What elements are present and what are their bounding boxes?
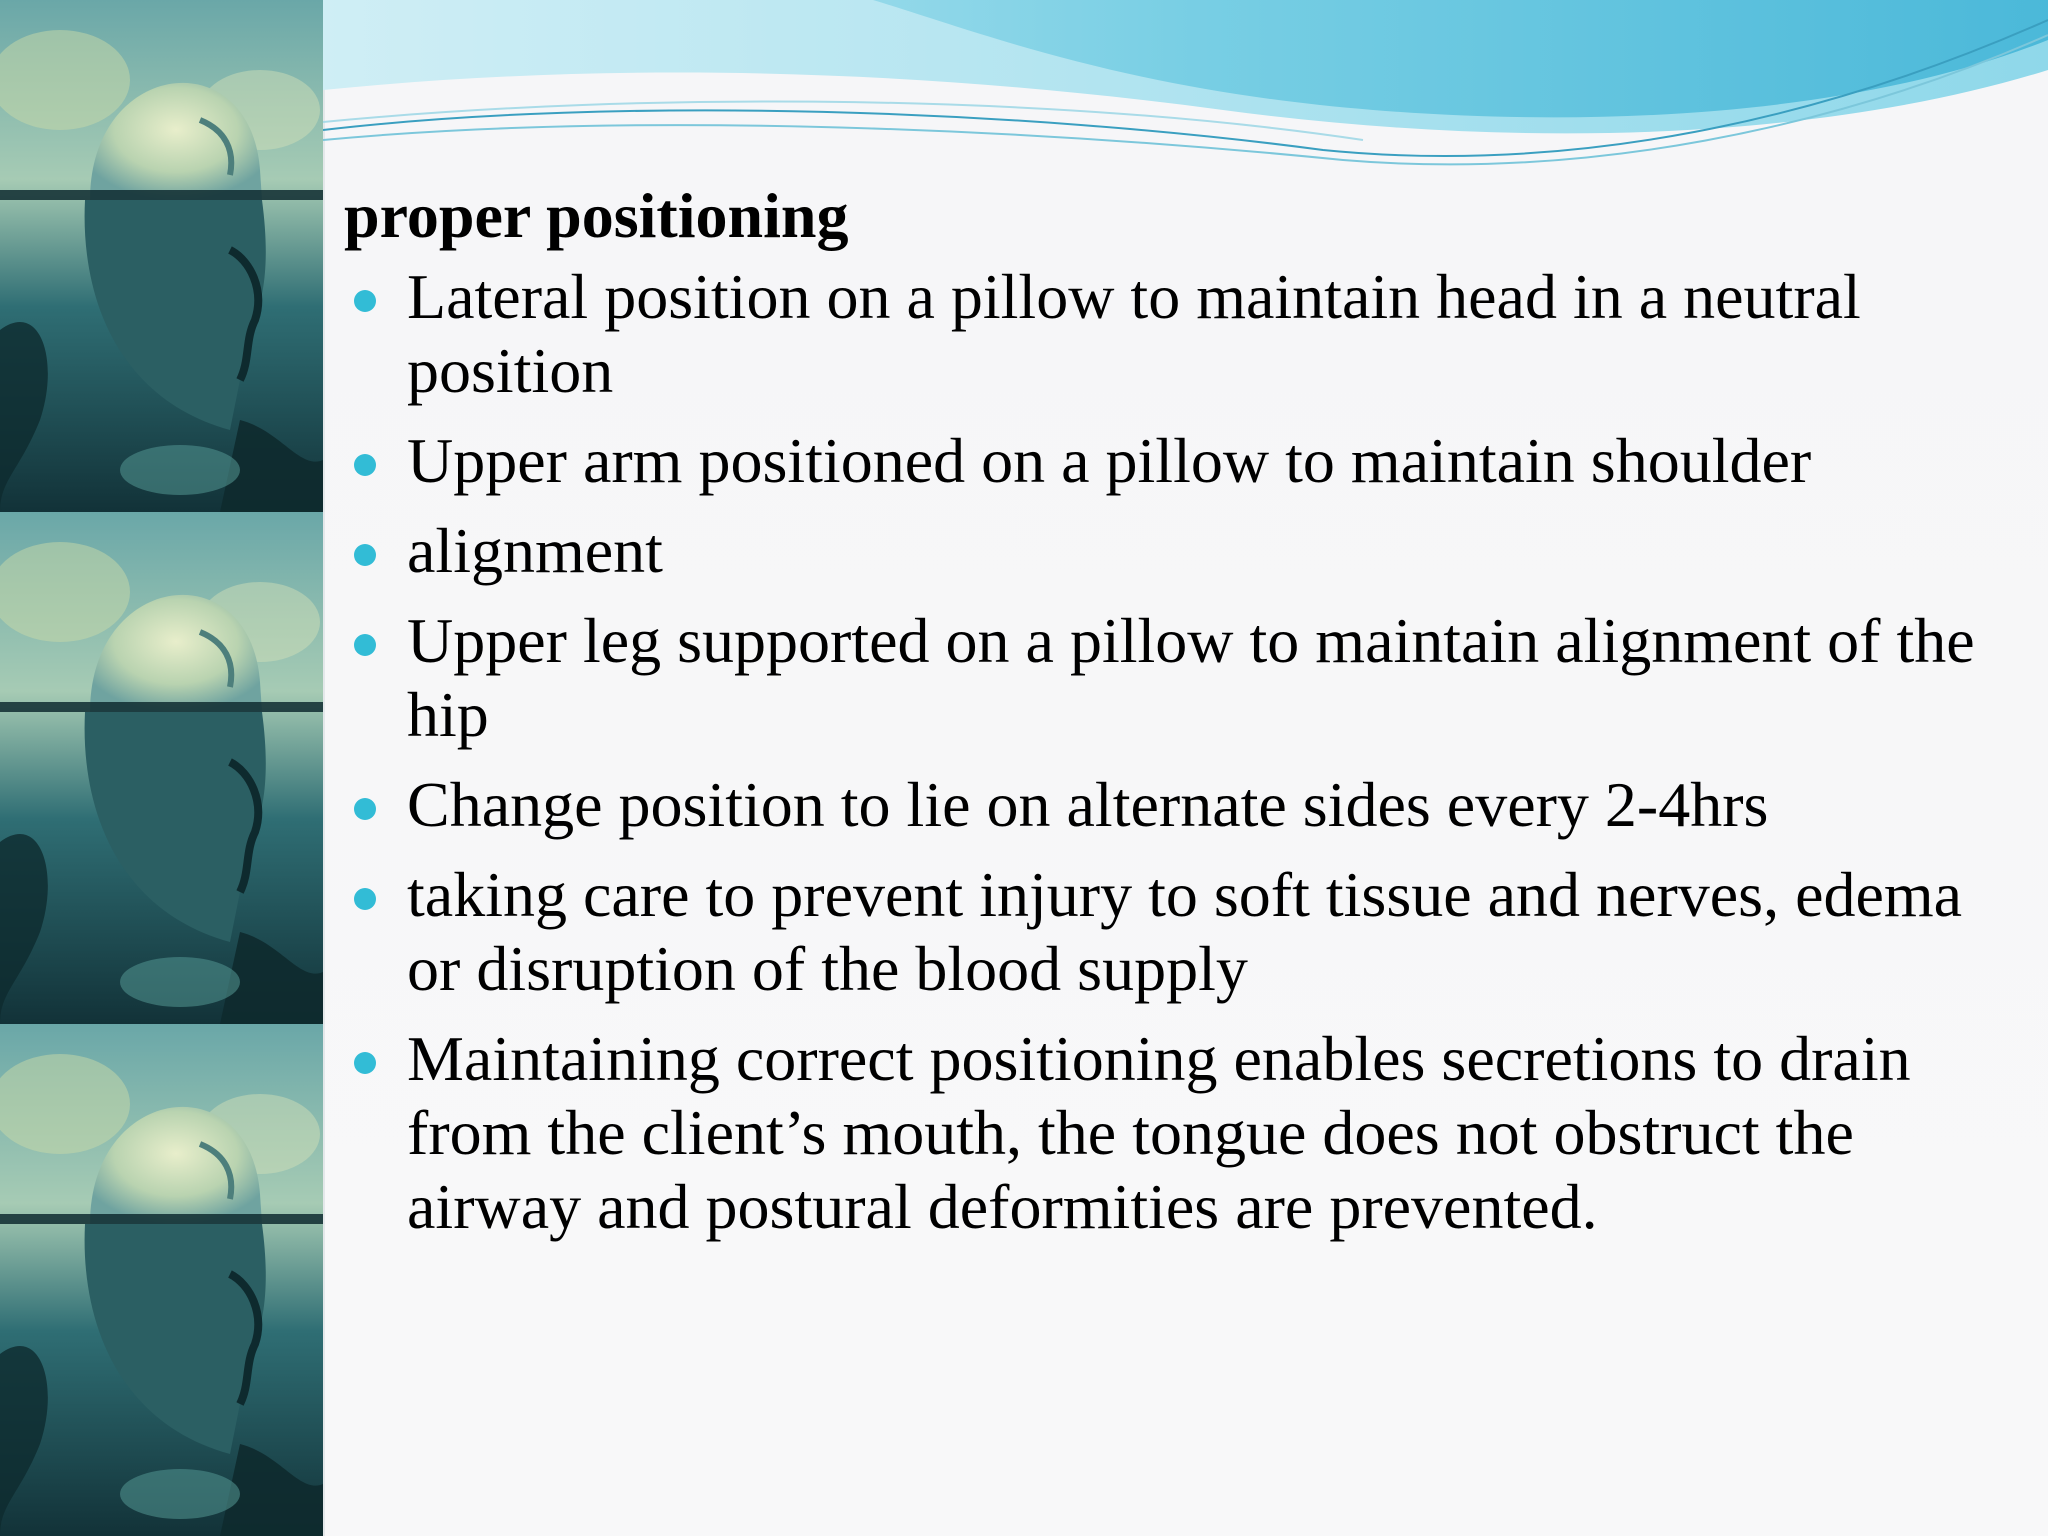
list-item bbox=[344, 1022, 2004, 1244]
list-item bbox=[344, 514, 2004, 588]
bullet-dot-icon bbox=[354, 888, 376, 910]
bullet-text: taking care to prevent injury to soft tissue and nerves, edema or disruption of the blood supply bbox=[407, 859, 1963, 1004]
list-item bbox=[344, 604, 2004, 752]
bullet-dot-icon bbox=[354, 544, 376, 566]
slide-heading: proper positioning bbox=[344, 180, 849, 251]
list-item bbox=[344, 768, 2004, 842]
bullet-text: Lateral position on a pillow to maintain head in a neutral position bbox=[407, 261, 1861, 406]
art-column bbox=[0, 0, 325, 1536]
bullet-text: Upper leg supported on a pillow to maintain alignment of the hip bbox=[407, 605, 1975, 750]
head-painting-icon bbox=[0, 0, 323, 512]
head-painting-icon bbox=[0, 512, 323, 1024]
bullet-text: Change position to lie on alternate sides every 2-4hrs bbox=[407, 769, 1769, 840]
head-painting-icon bbox=[0, 1024, 323, 1536]
bullet-dot-icon bbox=[354, 290, 376, 312]
list-item bbox=[344, 424, 2004, 498]
bullet-text: alignment bbox=[407, 515, 663, 586]
bullet-dot-icon bbox=[354, 634, 376, 656]
bullet-dot-icon bbox=[354, 798, 376, 820]
header-swoosh bbox=[323, 0, 2048, 180]
bullet-dot-icon bbox=[354, 1052, 376, 1074]
slide-content bbox=[344, 178, 2004, 1260]
bullet-dot-icon bbox=[354, 454, 376, 476]
list-item bbox=[344, 260, 2004, 408]
bullet-text: Maintaining correct positioning enables secretions to drain from the client’s mouth, the tongue does not obstruct the airway and postural deformities are prevented. bbox=[407, 1023, 1911, 1242]
list-item bbox=[344, 858, 2004, 1006]
bullet-text: Upper arm positioned on a pillow to maintain shoulder bbox=[407, 425, 1812, 496]
bullet-list bbox=[344, 260, 2004, 1244]
